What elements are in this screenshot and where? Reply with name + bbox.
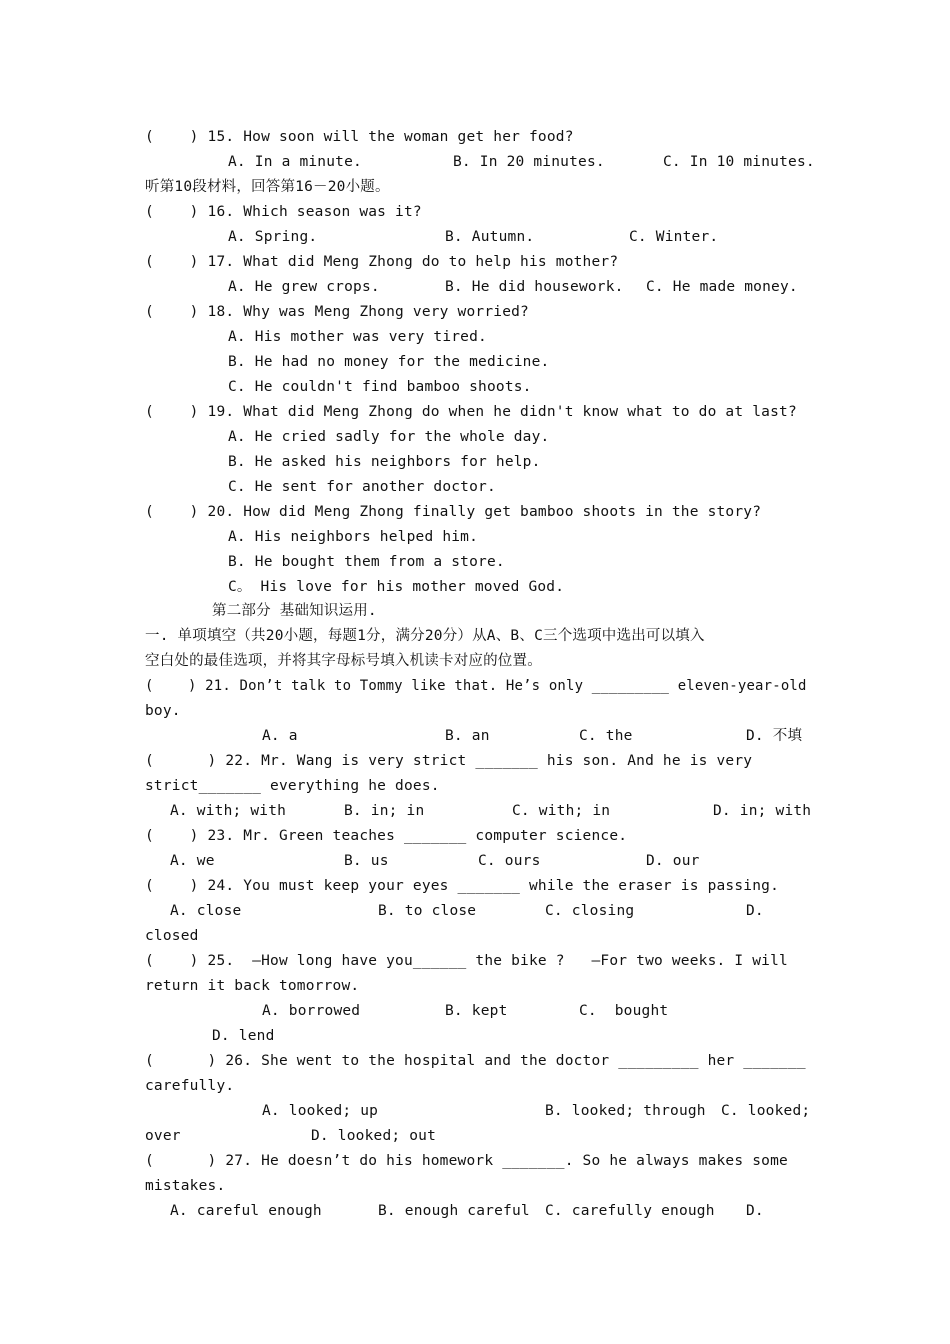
q15-option-b: B. In 20 minutes.: [453, 154, 605, 170]
q27-option-c: C. carefully enough: [545, 1203, 715, 1219]
q26-option-a: A. looked; up: [262, 1103, 379, 1119]
q21-option-a: A. a: [262, 728, 298, 744]
q26-option-d: D. looked; out: [311, 1128, 437, 1144]
q18-stem: ( ) 18. Why was Meng Zhong very worried?: [145, 304, 529, 320]
q27-option-b: B. enough careful: [378, 1203, 530, 1219]
q16-option-c: C. Winter.: [629, 229, 719, 245]
q20-option-c: C。 His love for his mother moved God.: [228, 579, 565, 595]
q19-option-a: A. He cried sadly for the whole day.: [228, 429, 550, 445]
q25-stem-continued: return it back tomorrow.: [145, 978, 360, 994]
q24-stem: ( ) 24. You must keep your eyes _______ while the eraser is passing.: [145, 878, 780, 894]
q24-option-d-text: closed: [145, 928, 199, 944]
q23-option-c: C. ours: [478, 853, 541, 869]
q25-option-c: C. bought: [579, 1003, 669, 1019]
q20-option-a: A. His neighbors helped him.: [228, 529, 479, 545]
q18-option-a: A. His mother was very tired.: [228, 329, 487, 345]
q22-option-a: A. with; with: [170, 803, 287, 819]
q27-stem: ( ) 27. He doesn’t do his homework _______. So he always makes some: [145, 1153, 788, 1169]
q21-stem: ( ) 21. Don’t talk to Tommy like that. He’s only _________ eleven-year-old: [145, 678, 807, 694]
q21-option-d: D. 不填: [746, 728, 803, 744]
q23-option-b: B. us: [344, 853, 389, 869]
q21-option-c: C. the: [579, 728, 633, 744]
q26-option-b: B. looked; through: [545, 1103, 706, 1119]
q19-stem: ( ) 19. What did Meng Zhong do when he didn't know what to do at last?: [145, 404, 797, 420]
q24-option-a: A. close: [170, 903, 242, 919]
q15-stem: ( ) 15. How soon will the woman get her food?: [145, 129, 574, 145]
q20-stem: ( ) 20. How did Meng Zhong finally get bamboo shoots in the story?: [145, 504, 762, 520]
q16-stem: ( ) 16. Which season was it?: [145, 204, 422, 220]
q26-option-c-continued: over: [145, 1128, 181, 1144]
q27-stem-continued: mistakes.: [145, 1178, 226, 1194]
q25-option-b: B. kept: [445, 1003, 508, 1019]
q25-option-d: D. lend: [212, 1028, 275, 1044]
q17-option-a: A. He grew crops.: [228, 279, 380, 295]
q26-option-c: C. looked;: [721, 1103, 811, 1119]
q21-option-b: B. an: [445, 728, 490, 744]
q21-stem-continued: boy.: [145, 703, 181, 719]
q17-stem: ( ) 17. What did Meng Zhong do to help his mother?: [145, 254, 619, 270]
q16-option-a: A. Spring.: [228, 229, 318, 245]
q15-option-a: A. In a minute.: [228, 154, 362, 170]
q19-option-c: C. He sent for another doctor.: [228, 479, 496, 495]
q18-option-c: C. He couldn't find bamboo shoots.: [228, 379, 532, 395]
q17-option-b: B. He did housework.: [445, 279, 624, 295]
q27-option-d-label: D.: [746, 1203, 764, 1219]
q25-stem: ( ) 25. —How long have you______ the bike ? —For two weeks. I will: [145, 953, 788, 969]
q27-option-a: A. careful enough: [170, 1203, 322, 1219]
section-10-instruction: 听第10段材料，回答第16－20小题。: [145, 179, 390, 195]
part-two-heading: 第二部分 基础知识运用.: [212, 603, 377, 619]
q24-option-d-label: D.: [746, 903, 764, 919]
q22-option-b: B. in; in: [344, 803, 425, 819]
q26-stem: ( ) 26. She went to the hospital and the doctor _________ her _______: [145, 1053, 806, 1069]
q22-option-c: C. with; in: [512, 803, 611, 819]
q23-option-a: A. we: [170, 853, 215, 869]
q25-option-a: A. borrowed: [262, 1003, 361, 1019]
q20-option-b: B. He bought them from a store.: [228, 554, 505, 570]
q16-option-b: B. Autumn.: [445, 229, 535, 245]
q22-stem-continued: strict_______ everything he does.: [145, 778, 440, 794]
q19-option-b: B. He asked his neighbors for help.: [228, 454, 541, 470]
q15-option-c: C. In 10 minutes.: [663, 154, 815, 170]
q26-stem-continued: carefully.: [145, 1078, 235, 1094]
q24-option-b: B. to close: [378, 903, 477, 919]
q24-option-c: C. closing: [545, 903, 635, 919]
q18-option-b: B. He had no money for the medicine.: [228, 354, 550, 370]
q23-stem: ( ) 23. Mr. Green teaches _______ computer science.: [145, 828, 628, 844]
q22-stem: ( ) 22. Mr. Wang is very strict _______ his son. And he is very: [145, 753, 753, 769]
q23-option-d: D. our: [646, 853, 700, 869]
q17-option-c: C. He made money.: [646, 279, 798, 295]
section-one-instruction-line1: 一. 单项填空（共20小题，每题1分，满分20分）从A、B、C三个选项中选出可以填入: [145, 628, 705, 644]
q22-option-d: D. in; with: [713, 803, 812, 819]
section-one-instruction-line2: 空白处的最佳选项，并将其字母标号填入机读卡对应的位置。: [145, 653, 542, 669]
